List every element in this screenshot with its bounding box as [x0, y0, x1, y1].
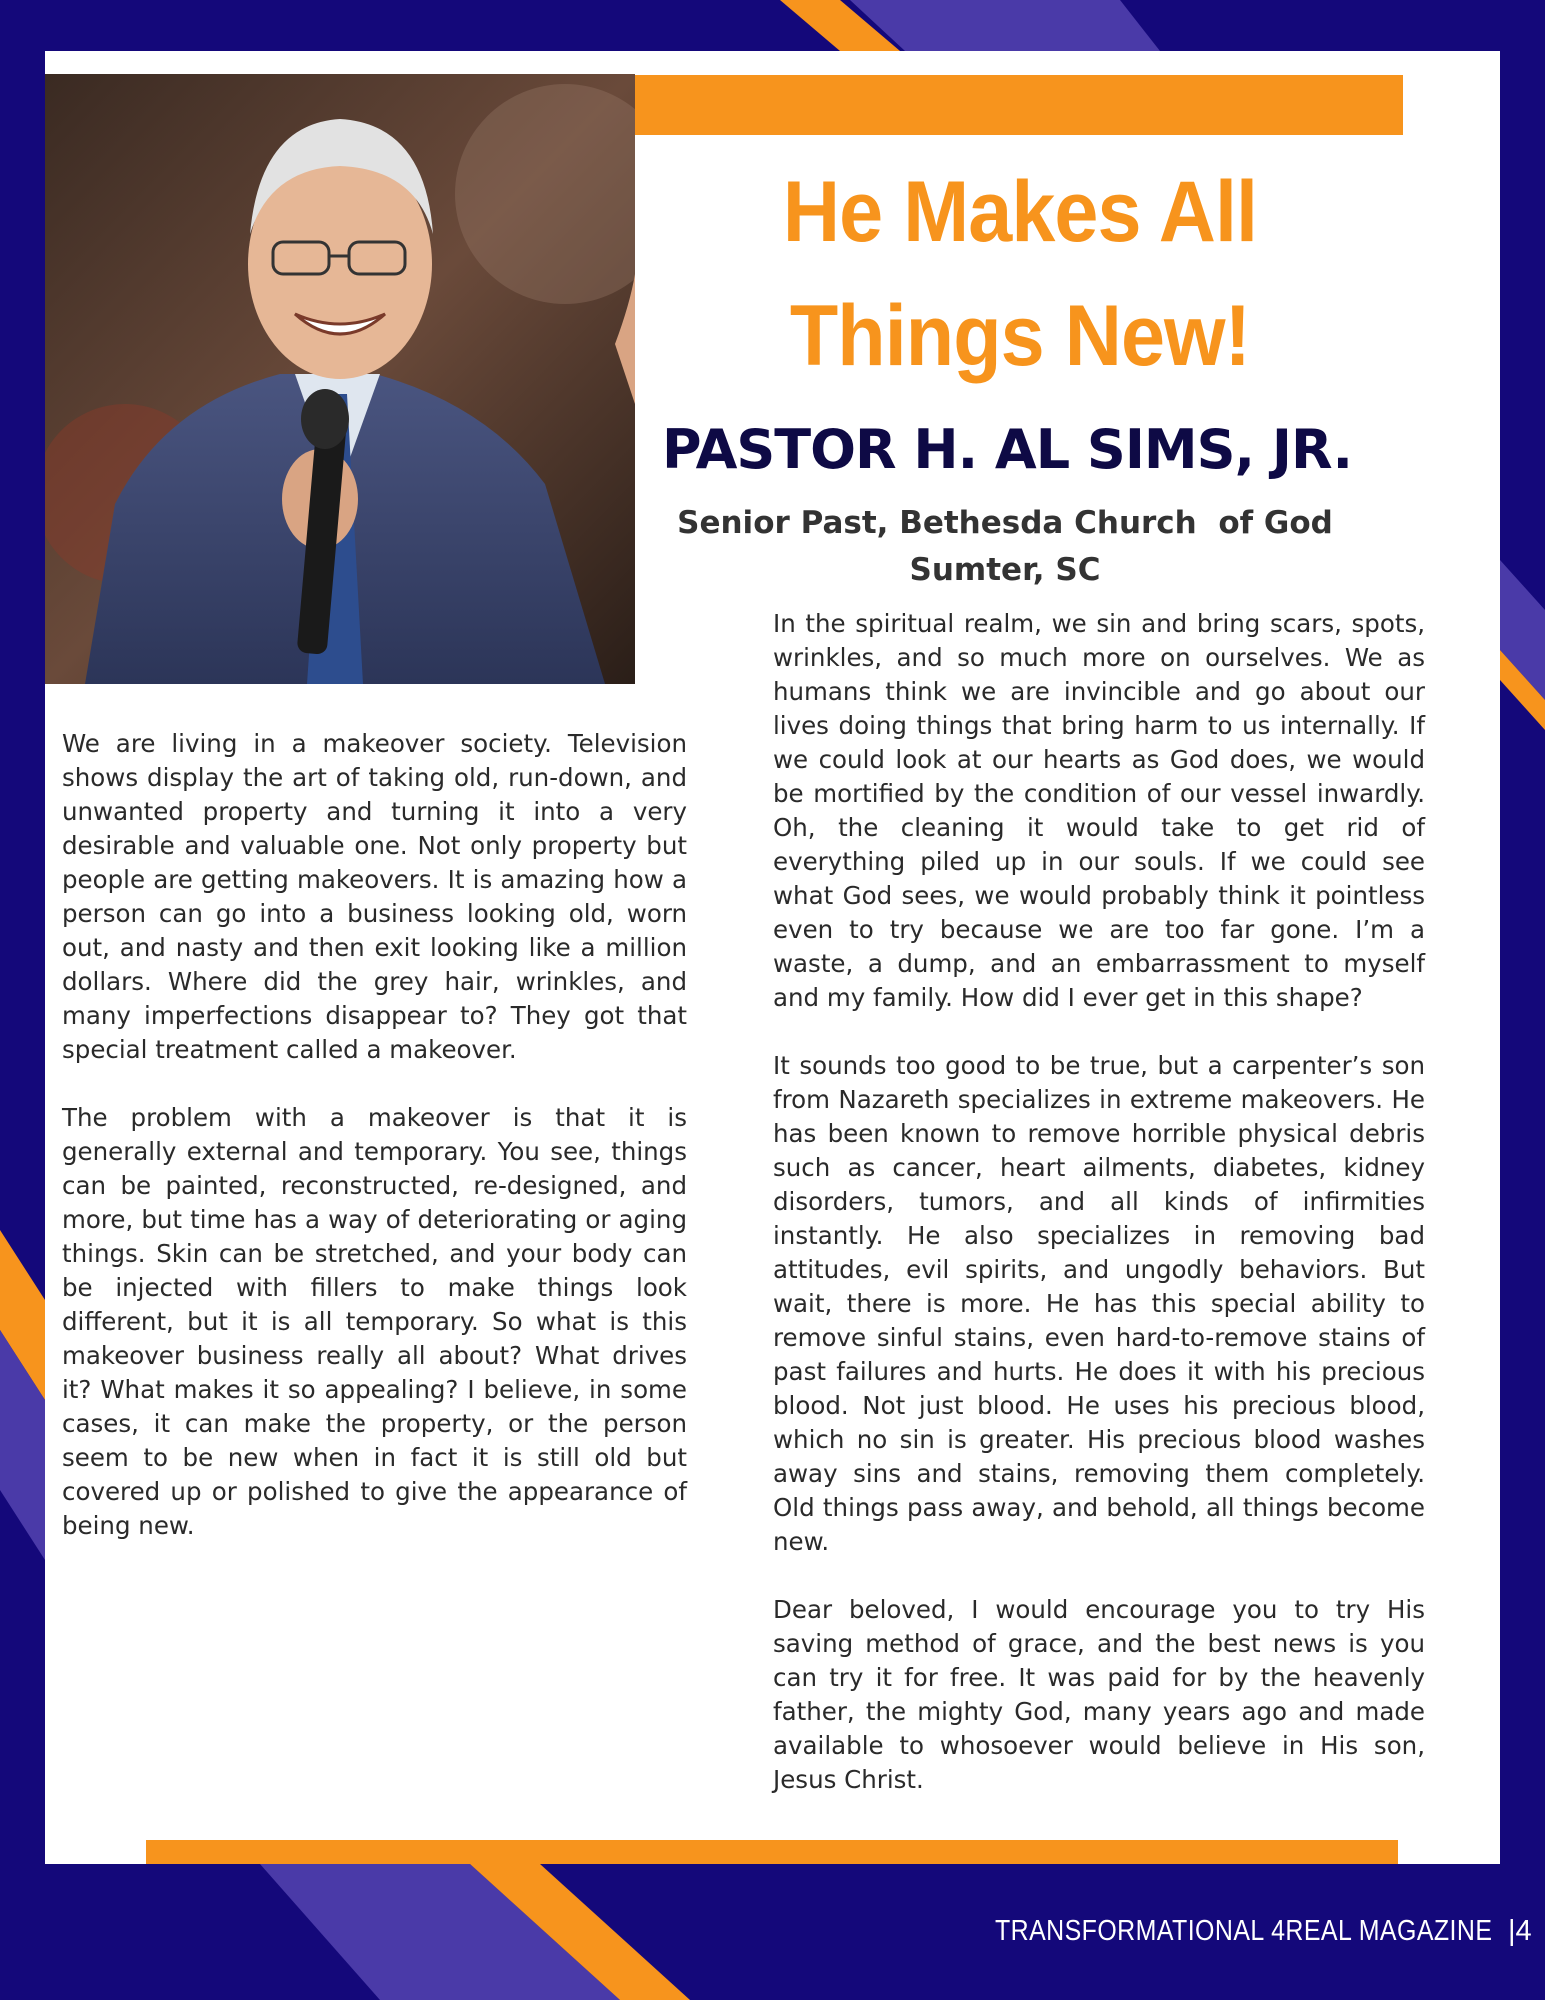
right-paragraph-1: In the spiritual realm, we sin and bring scars, spots, wrinkles, and so much more on ourselves. We as humans think we are invincible and go about our lives doing things that bring harm to us internally. If we could look at our hearts as God does, we would be mortified by the condition of our vessel inwardly. Oh, the cleaning it would take to get rid of everything piled up in our souls. If we could see what God sees, we would probably think it pointless even to try because we are too far gone. I’m a waste, a dump, and an embarrassment to myself and my family. How did I ever get in this shape? [773, 609, 1425, 1012]
left-column [62, 727, 687, 1543]
footer-magazine-name: TRANSFORMATIONAL 4REAL MAGAZINE [995, 1915, 1493, 1947]
title-accent-bar [635, 75, 1403, 135]
right-paragraph-3: Dear beloved, I would encourage you to try His saving method of grace, and the best news is you can try it for free. It was paid for by the heavenly father, the mighty God, many years ago and made available to whosoever would believe in His son, Jesus Christ. [773, 1595, 1425, 1794]
affiliation-line-1: Senior Past, Bethesda Church of God [677, 505, 1333, 541]
pastor-photo [45, 74, 635, 684]
author-name: PASTOR H. AL SIMS, JR. [662, 418, 1353, 481]
article-title: He Makes All Things New! [782, 164, 1258, 384]
right-column [773, 607, 1425, 1797]
bottom-accent-bar [146, 1840, 1398, 1864]
footer-page-number: |4 [1508, 1915, 1532, 1947]
affiliation-line-2: Sumter, SC [909, 552, 1101, 588]
left-paragraph-2: The problem with a makeover is that it is generally external and temporary. You see, things can be painted, reconstructed, re-designed, and more, but time has a way of deteriorating or aging things. Skin can be stretched, and your body can be injected with fillers to make things look different, but it is all temporary. So what is this makeover business really all about? What drives it? What makes it so appealing? I believe, in some cases, it can make the property, or the person seem to be new when in fact it is still old but covered up or polished to give the appearance of being new. [62, 1103, 687, 1540]
author-affiliation [640, 500, 1370, 594]
left-paragraph-1: We are living in a makeover society. Television shows display the art of taking old, run-down, and unwanted property and turning it into a very desirable and valuable one. Not only property but people are getting makeovers. It is amazing how a person can go into a business looking old, worn out, and nasty and then exit looking like a million dollars. Where did the grey hair, wrinkles, and many imperfections disappear to? They got that special treatment called a makeover. [62, 729, 687, 1064]
right-paragraph-2: It sounds too good to be true, but a carpenter’s son from Nazareth specializes in extreme makeovers. He has been known to remove horrible physical debris such as cancer, heart ailments, diabetes, kidney disorders, tumors, and all kinds of infirmities instantly. He also specializes in removing bad attitudes, evil spirits, and ungodly behaviors. But wait, there is more. He has this special ability to remove sinful stains, even hard-to-remove stains of past failures and hurts. He does it with his precious blood. Not just blood. He uses his precious blood, which no sin is greater. His precious blood washes away sins and stains, removing them completely. Old things pass away, and behold, all things become new. [773, 1051, 1425, 1556]
